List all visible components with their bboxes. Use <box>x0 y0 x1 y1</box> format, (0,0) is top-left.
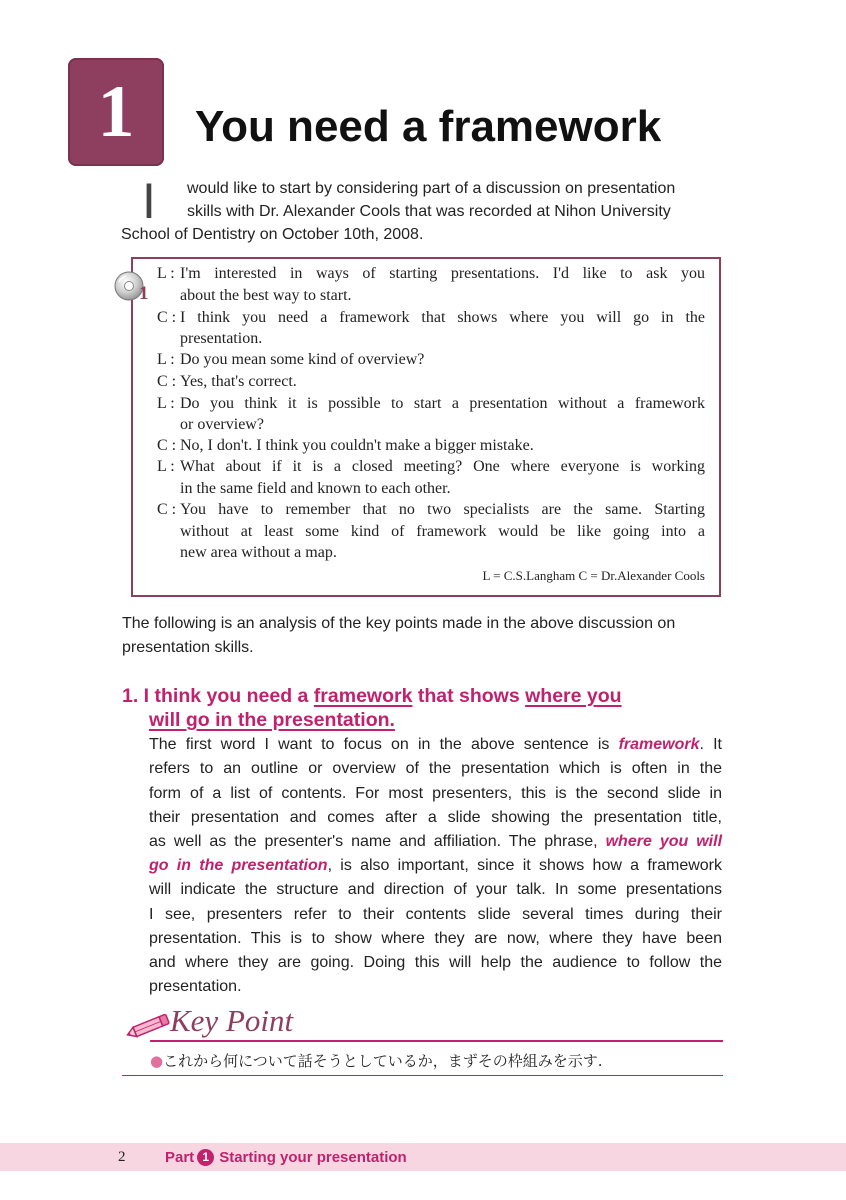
body-line: presentation. <box>149 978 242 995</box>
intro-line: skills with Dr. Alexander Cools that was recorded at Nihon University <box>187 203 671 220</box>
body-line: as well as the presenter's name and affiliation. The phrase, where you will <box>149 833 723 850</box>
dialogue-line: in the same field and known to each other. <box>180 480 451 497</box>
point-heading: 1. I think you need a framework that shows where you <box>122 685 622 707</box>
speaker-label: C : <box>157 373 177 390</box>
dialogue-line: Do you think it is possible to start a presentation without a framework <box>180 395 705 412</box>
speaker-label: L : <box>157 265 175 282</box>
body-line: and where they are going. Doing this will help the audience to follow the <box>149 954 722 971</box>
speaker-credit: L = C.S.Langham C = Dr.Alexander Cools <box>482 568 705 583</box>
bullet-icon: ● <box>150 1052 164 1070</box>
dialogue-line: presentation. <box>180 330 263 347</box>
running-footer: Part 1 Starting your presentation <box>165 1149 407 1166</box>
speaker-label: L : <box>157 458 175 475</box>
body-line: form of a list of contents. For most presenters, this is the second slide in <box>149 785 722 802</box>
dialogue-line: What about if it is a closed meeting? One where everyone is working <box>180 458 705 475</box>
point-heading-continued: will go in the presentation. <box>149 709 395 731</box>
dialogue-line: No, I don't. I think you couldn't make a bigger mistake. <box>180 437 534 454</box>
body-line: presentation. This is to show where they are now, where they have been <box>149 930 722 947</box>
drop-cap: I <box>142 173 156 229</box>
key-point-bottom-rule <box>122 1075 723 1076</box>
body-line: will indicate the structure and direction of your talk. In some presentations <box>149 881 722 898</box>
part-number-badge: 1 <box>197 1149 214 1166</box>
speaker-label: C : <box>157 437 177 454</box>
cd-track-number: 1 <box>139 283 149 304</box>
dialogue-line: about the best way to start. <box>180 287 352 304</box>
key-point-title: Key Point <box>170 1003 294 1038</box>
chapter-number: 1 <box>97 71 135 153</box>
body-line: their presentation and comes after a slide showing the presentation title, <box>149 809 722 826</box>
analysis-line: presentation skills. <box>122 639 254 656</box>
page-number: 2 <box>118 1149 126 1165</box>
dialogue-line: You have to remember that no two specialists are the same. Starting <box>180 501 705 518</box>
speaker-label: L : <box>157 351 175 368</box>
key-point-text: ●これから何について話そうとしているか，まずその枠組みを示す. <box>150 1052 603 1070</box>
analysis-line: The following is an analysis of the key points made in the above discussion on <box>122 615 676 632</box>
dialogue-line: I'm interested in ways of starting presentations. I'd like to ask you <box>180 265 705 282</box>
dialogue-line: or overview? <box>180 416 264 433</box>
footer-band <box>0 1143 846 1171</box>
intro-line: would like to start by considering part of a discussion on presentation <box>187 180 676 197</box>
dialogue-line: without at least some kind of framework would be like going into a <box>180 523 705 540</box>
body-line: refers to an outline or overview of the presentation which is often in the <box>149 760 722 777</box>
dialogue-line: new area without a map. <box>180 544 337 561</box>
speaker-label: L : <box>157 395 175 412</box>
dialogue-line: Yes, that's correct. <box>180 373 297 390</box>
body-line: The first word I want to focus on in the above sentence is framework. It <box>149 736 723 753</box>
key-point-rule <box>150 1040 723 1042</box>
dialogue-line: Do you mean some kind of overview? <box>180 351 425 368</box>
speaker-label: C : <box>157 501 177 518</box>
intro-line: School of Dentistry on October 10th, 2008. <box>121 226 424 243</box>
body-line: I see, presenters refer to their contents slide several times during their <box>149 906 722 923</box>
speaker-label: C : <box>157 309 177 326</box>
body-line: go in the presentation, is also important, since it shows how a framework <box>149 857 722 874</box>
chapter-title: You need a framework <box>195 102 662 151</box>
dialogue-line: I think you need a framework that shows where you will go in the <box>180 309 705 326</box>
